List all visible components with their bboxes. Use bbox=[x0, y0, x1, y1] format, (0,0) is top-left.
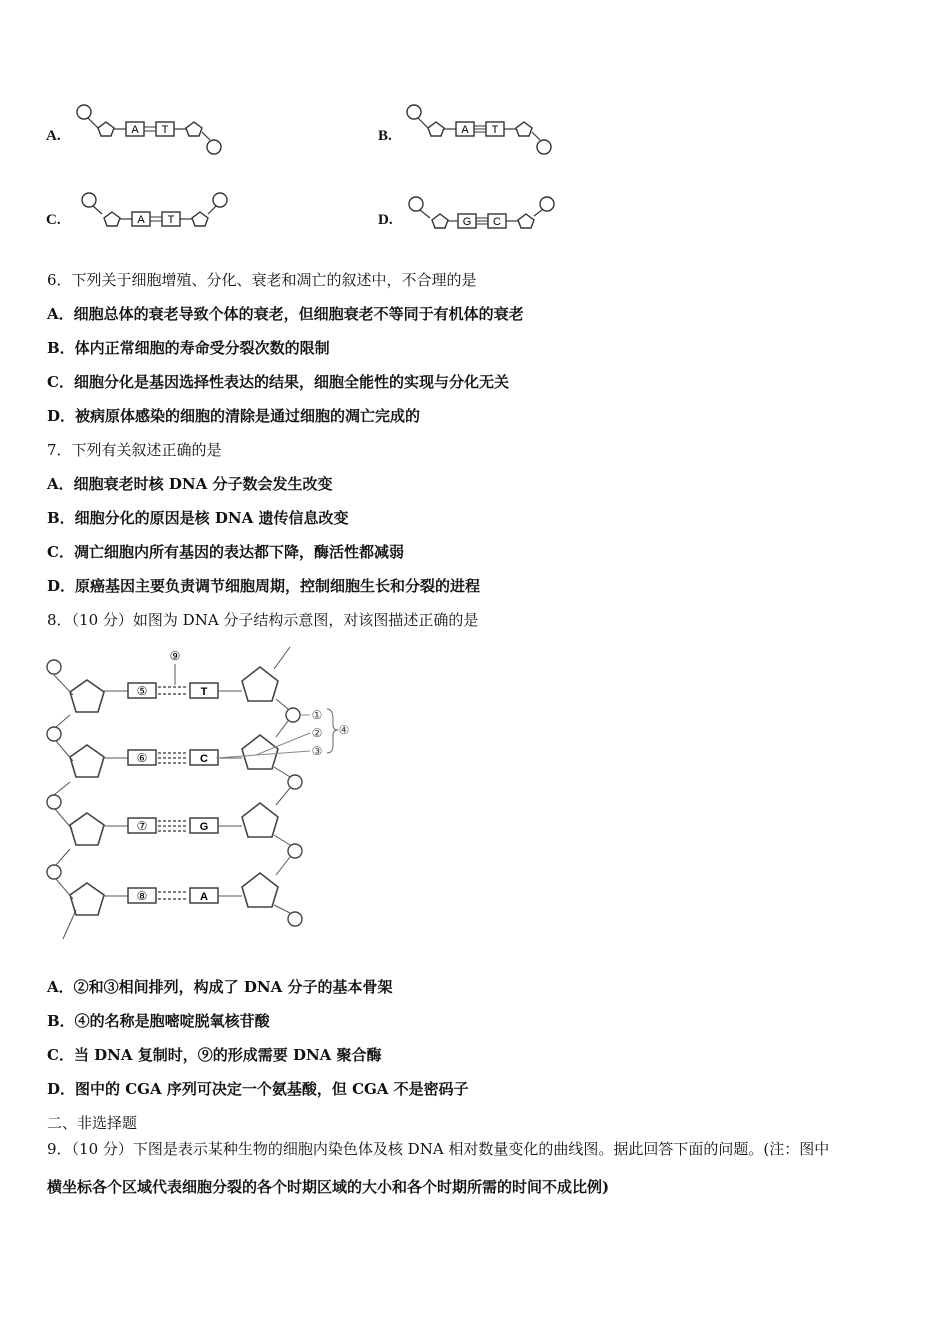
sugar-right-3 bbox=[242, 803, 278, 837]
q5-b-base-left: A bbox=[461, 124, 469, 136]
dna-structure-diagram bbox=[38, 645, 358, 945]
q8-option-d: D．图中的 CGA 序列可决定一个氨基酸，但 CGA 不是密码子 bbox=[47, 1080, 469, 1098]
q5-c-base-left: A bbox=[137, 214, 145, 226]
q5-a-base-left: A bbox=[131, 124, 139, 136]
sugar-right-4 bbox=[242, 873, 278, 907]
sugar-left-4 bbox=[70, 883, 104, 915]
q5-option-a-diagram bbox=[74, 100, 224, 160]
sugar-left-3 bbox=[70, 813, 104, 845]
callout-3: ③ bbox=[311, 744, 323, 758]
q7-option-a: A．细胞衰老时核 DNA 分子数会发生改变 bbox=[47, 475, 333, 493]
base-right-1: T bbox=[200, 686, 208, 698]
phosphate-right-2 bbox=[288, 775, 302, 789]
q6-option-c: C．细胞分化是基因选择性表达的结果，细胞全能性的实现与分化无关 bbox=[47, 373, 509, 391]
base-right-3: G bbox=[199, 821, 209, 833]
q5-a-base-right: T bbox=[161, 124, 169, 136]
q6-option-b: B．体内正常细胞的寿命受分裂次数的限制 bbox=[47, 339, 330, 357]
q8-option-b: B．④的名称是胞嘧啶脱氧核苷酸 bbox=[47, 1012, 270, 1030]
q7-option-c: C．凋亡细胞内所有基因的表达都下降，酶活性都减弱 bbox=[47, 543, 404, 561]
q5-option-c-diagram bbox=[80, 188, 230, 238]
phosphate-left-2 bbox=[47, 727, 61, 741]
phosphate-left-4 bbox=[47, 865, 61, 879]
q8-option-c: C．当 DNA 复制时，⑨的形成需要 DNA 聚合酶 bbox=[47, 1046, 382, 1064]
base-label-6: ⑥ bbox=[136, 751, 148, 765]
base-label-5: ⑤ bbox=[136, 684, 148, 698]
q8-stem: 8．（10 分）如图为 DNA 分子结构示意图，对该图描述正确的是 bbox=[47, 611, 479, 629]
q7-option-b: B．细胞分化的原因是核 DNA 遗传信息改变 bbox=[47, 509, 349, 527]
q9-line-2: 横坐标各个区域代表细胞分裂的各个时期区域的大小和各个时期所需的时间不成比例) bbox=[47, 1178, 610, 1196]
q5-c-base-right: T bbox=[167, 214, 175, 226]
q6-option-a: A．细胞总体的衰老导致个体的衰老，但细胞衰老不等同于有机体的衰老 bbox=[47, 305, 524, 323]
q6-option-d: D．被病原体感染的细胞的清除是通过细胞的凋亡完成的 bbox=[47, 407, 421, 425]
callout-2: ② bbox=[311, 726, 323, 740]
sugar-left-1 bbox=[70, 680, 104, 712]
q5-option-a-label: A. bbox=[46, 128, 61, 144]
phosphate-right-3 bbox=[288, 844, 302, 858]
q5-option-d-label: D. bbox=[378, 212, 393, 228]
section-heading: 二、非选择题 bbox=[47, 1114, 138, 1132]
q5-option-b-diagram bbox=[404, 100, 554, 160]
callout-1: ① bbox=[311, 708, 323, 722]
q5-option-d-diagram bbox=[404, 188, 559, 238]
q5-d-base-right: C bbox=[493, 216, 501, 228]
q6-stem: 6．下列关于细胞增殖、分化、衰老和凋亡的叙述中，不合理的是 bbox=[47, 271, 477, 289]
q9-line-1: 9．（10 分）下图是表示某种生物的细胞内染色体及核 DNA 相对数量变化的曲线图。据此回答下面的问题。(注：图中 bbox=[47, 1140, 830, 1158]
base-label-8: ⑧ bbox=[136, 889, 148, 903]
callout-4: ④ bbox=[338, 723, 350, 737]
q5-option-b-label: B. bbox=[378, 128, 392, 144]
base-label-7: ⑦ bbox=[136, 819, 148, 833]
phosphate-right-1 bbox=[286, 708, 300, 722]
base-right-4: A bbox=[200, 891, 208, 903]
q7-stem: 7．下列有关叙述正确的是 bbox=[47, 441, 222, 459]
phosphate-left-1 bbox=[47, 660, 61, 674]
q5-b-base-right: T bbox=[491, 124, 499, 136]
sugar-right-2 bbox=[242, 735, 278, 769]
q5-option-c-label: C. bbox=[46, 212, 61, 228]
base-right-2: C bbox=[200, 753, 208, 765]
q7-option-d: D．原癌基因主要负责调节细胞周期，控制细胞生长和分裂的进程 bbox=[47, 577, 481, 595]
q8-option-a: A．②和③相间排列，构成了 DNA 分子的基本骨架 bbox=[47, 978, 393, 996]
sugar-left-2 bbox=[70, 745, 104, 777]
sugar-right-1 bbox=[242, 667, 278, 701]
phosphate-left-3 bbox=[47, 795, 61, 809]
q5-d-base-left: G bbox=[462, 216, 472, 228]
callout-9: ⑨ bbox=[169, 649, 181, 663]
phosphate-right-4 bbox=[288, 912, 302, 926]
